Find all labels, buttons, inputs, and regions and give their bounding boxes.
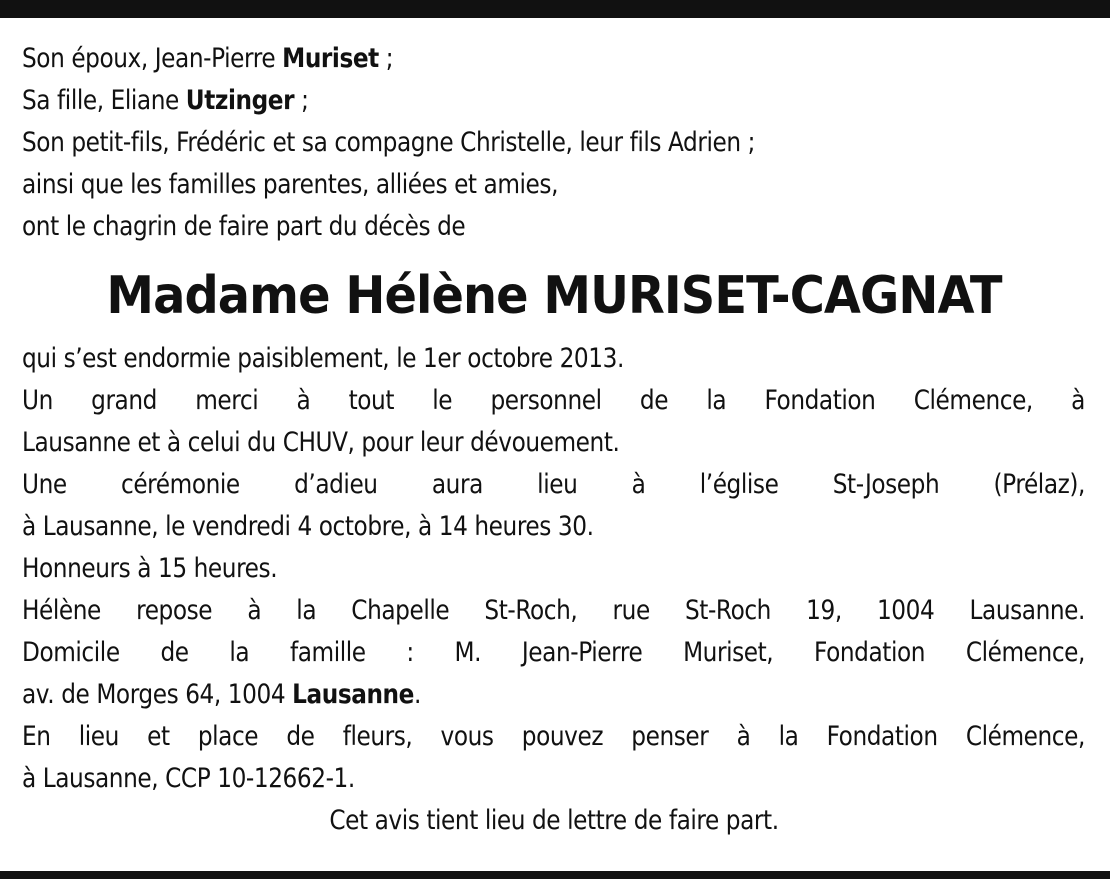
- domicile-address: av. de Morges 64, 1004: [22, 679, 293, 710]
- deceased-name-heading: Madame Hélène MURISET-CAGNAT: [106, 266, 1002, 326]
- honours-line: Honneurs à 15 heures.: [22, 553, 278, 584]
- domicile-line-1: Domicile de la famille : M. Jean-Pierre Muriset, Fondation Clémence,: [22, 637, 1085, 668]
- daughter-line: [22, 80, 937, 122]
- announce-line: ont le chagrin de faire part du décès de: [22, 211, 466, 242]
- husband-surname: Muriset: [282, 43, 379, 74]
- thanks-line-1: Un grand merci à tout le personnel de la Fondation Clémence, à: [22, 385, 1085, 416]
- obituary-notice: [22, 38, 1086, 842]
- domicile-city: Lausanne: [292, 679, 414, 710]
- husband-prefix: Son époux, Jean-Pierre: [22, 43, 283, 74]
- husband-suffix: ;: [378, 43, 394, 74]
- relatives-line: ainsi que les familles parentes, alliées et amies,: [22, 169, 559, 200]
- domicile-line-2: [22, 674, 937, 716]
- ceremony-line-1: Une cérémonie d’adieu aura lieu à l’église St-Joseph (Prélaz),: [22, 469, 1085, 500]
- daughter-suffix: ;: [294, 85, 309, 116]
- domicile-period: .: [413, 679, 421, 710]
- flowers-line-2: à Lausanne, CCP 10-12662-1.: [22, 763, 355, 794]
- thanks-line-2: Lausanne et à celui du CHUV, pour leur dévouement.: [22, 427, 620, 458]
- rest-line: Hélène repose à la Chapelle St-Roch, rue St-Roch 19, 1004 Lausanne.: [22, 595, 1085, 626]
- bottom-border-rule: [0, 871, 1110, 879]
- flowers-line-1: En lieu et place de fleurs, vous pouvez penser à la Fondation Clémence,: [22, 721, 1085, 752]
- passing-line: qui s’est endormie paisiblement, le 1er octobre 2013.: [22, 343, 624, 374]
- ceremony-line-2: à Lausanne, le vendredi 4 octobre, à 14 heures 30.: [22, 511, 594, 542]
- daughter-prefix: Sa fille, Eliane: [22, 85, 186, 116]
- closing-line: Cet avis tient lieu de lettre de faire part.: [329, 805, 779, 836]
- grandson-line: Son petit-fils, Frédéric et sa compagne Christelle, leur fils Adrien ;: [22, 127, 755, 158]
- top-border-bar: [0, 0, 1110, 18]
- husband-line: [22, 38, 937, 80]
- daughter-surname: Utzinger: [185, 85, 295, 116]
